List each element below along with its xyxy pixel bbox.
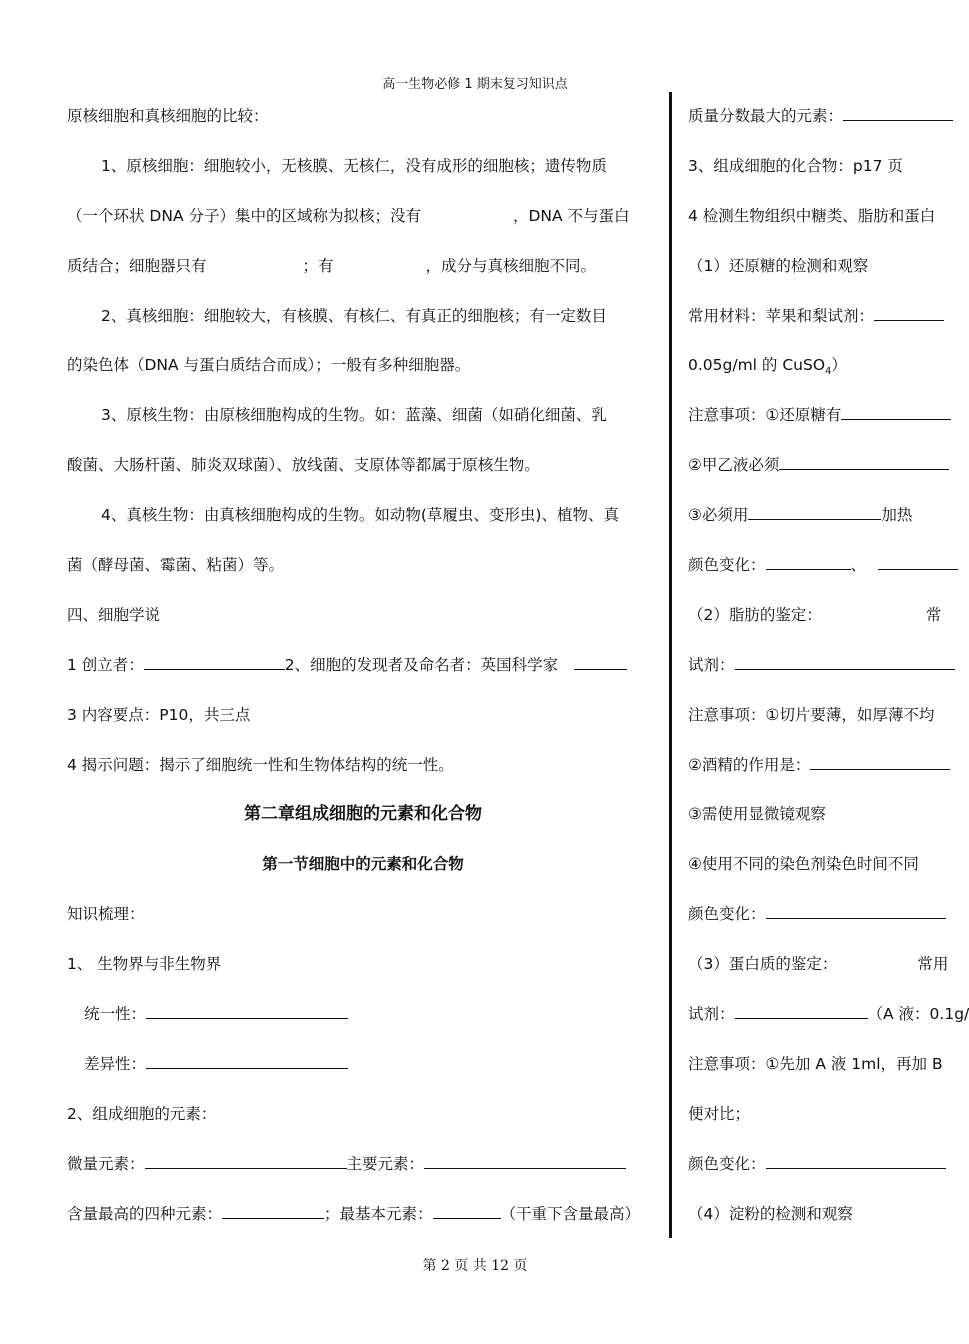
fill-blank — [766, 555, 851, 570]
fill-blank — [766, 1154, 946, 1169]
text-line: 颜色变化： 、 — [688, 541, 950, 591]
fill-blank — [424, 1154, 626, 1169]
text-line: ③需使用显微镜观察 — [688, 805, 826, 824]
fill-blank — [222, 1204, 324, 1219]
text-line: 注意事项：①切片要薄，如厚薄不均 — [688, 705, 935, 724]
text-line: 差异性： — [67, 1040, 659, 1090]
text-line: 4 检测生物组织中糖类、脂肪和蛋白 — [688, 206, 936, 225]
text-line: 3、组成细胞的化合物：p17 页 — [688, 156, 903, 175]
text-line: 2、真核细胞：细胞较大，有核膜、有核仁、有真正的细胞核；有一定数目 — [101, 306, 607, 325]
text-line: ②甲乙液必须 — [688, 441, 950, 491]
text-line: 注意事项：①先加 A 液 1ml，再加 B — [688, 1054, 943, 1073]
text-line: 试剂： （A 液：0.1g/ — [688, 1005, 969, 1024]
fill-blank — [878, 555, 958, 570]
text-line: 质量分数最大的元素： — [688, 92, 950, 142]
text-line: （2）脂肪的鉴定： 常 — [688, 605, 942, 624]
text-line: 知识梳理： — [67, 905, 145, 924]
fill-blank — [144, 655, 285, 670]
fill-blank — [779, 455, 949, 470]
text-line: ③必须用 加热 — [688, 506, 913, 525]
text-line: 3 内容要点：P10，共三点 — [67, 705, 251, 724]
text-line: 颜色变化： — [688, 1140, 950, 1190]
left-column — [67, 92, 659, 1239]
text-line: 2、组成细胞的元素： — [67, 1104, 217, 1123]
text-line: 1 创立者： 2、细胞的发现者及命名者：英国科学家 — [67, 641, 659, 691]
fill-blank — [748, 505, 881, 520]
text-line: 含量最高的四种元素： ；最基本元素： （干重下含量最高） — [67, 1204, 641, 1223]
text-line: ④使用不同的染色剂染色时间不同 — [688, 855, 919, 874]
text-line: （3）蛋白质的鉴定： 常用 — [688, 955, 949, 974]
right-column — [688, 92, 969, 1239]
fill-blank — [574, 655, 627, 670]
column-divider — [669, 92, 672, 1238]
fill-blank — [146, 1004, 348, 1019]
text-line: 1、 生物界与非生物界 — [67, 955, 222, 974]
fill-blank — [146, 1054, 348, 1069]
section-title: 第一节细胞中的元素和化合物 — [262, 855, 464, 874]
text-line: 的染色体（DNA 与蛋白质结合而成）；一般有多种细胞器。 — [67, 356, 471, 375]
section-heading: 四、细胞学说 — [67, 605, 161, 624]
page-header: 高一生物必修 1 期末复习知识点 — [382, 77, 568, 92]
fill-blank — [766, 904, 946, 919]
text-line: 常用材料：苹果和梨试剂： — [688, 292, 950, 342]
text-line: 质结合；细胞器只有 ；有 ，成分与真核细胞不同。 — [67, 256, 597, 275]
text-line: 统一性： — [67, 990, 659, 1040]
text-line: 菌（酵母菌、霉菌、粘菌）等。 — [67, 556, 285, 575]
text-line: 4 揭示问题：揭示了细胞统一性和生物体结构的统一性。 — [67, 755, 454, 774]
fill-blank — [735, 655, 955, 670]
fill-blank — [433, 1204, 501, 1219]
text-line: ②酒精的作用是： — [688, 741, 950, 791]
text-line: 3、原核生物：由原核细胞构成的生物。如：蓝藻、细菌（如硝化细菌、乳 — [101, 406, 607, 425]
fill-blank — [843, 106, 953, 121]
text-line: 酸菌、大肠杆菌、肺炎双球菌）、放线菌、支原体等都属于原核生物。 — [67, 456, 540, 475]
text-line: （1）还原糖的检测和观察 — [688, 256, 869, 275]
page-footer: 第 2 页 共 12 页 — [422, 1258, 528, 1274]
text-line: 原核细胞和真核细胞的比较： — [67, 107, 269, 125]
text-line: 试剂： — [688, 641, 950, 691]
chapter-title: 第二章组成细胞的元素和化合物 — [244, 804, 482, 825]
text-line: 颜色变化： — [688, 890, 950, 940]
text-line: 注意事项：①还原糖有 — [688, 391, 950, 441]
fill-blank — [145, 1154, 347, 1169]
text-line: 微量元素： 主要元素： — [67, 1140, 659, 1190]
fill-blank — [735, 1004, 868, 1019]
fill-blank — [810, 755, 950, 770]
text-line: （4）淀粉的检测和观察 — [688, 1204, 853, 1223]
text-line: 0.05g/ml 的 CuSO$_4$） — [688, 356, 847, 378]
text-line: 便对比； — [688, 1104, 751, 1123]
text-line: （一个环状 DNA 分子）集中的区域称为拟核；没有 ，DNA 不与蛋白 — [67, 206, 630, 225]
fill-blank — [841, 405, 951, 420]
fill-blank — [874, 306, 944, 321]
text-line: 1、原核细胞：细胞较小，无核膜、无核仁，没有成形的细胞核；遗传物质 — [101, 156, 607, 175]
text-line: 4、真核生物：由真核细胞构成的生物。如动物(草履虫、变形虫)、植物、真 — [101, 506, 619, 525]
